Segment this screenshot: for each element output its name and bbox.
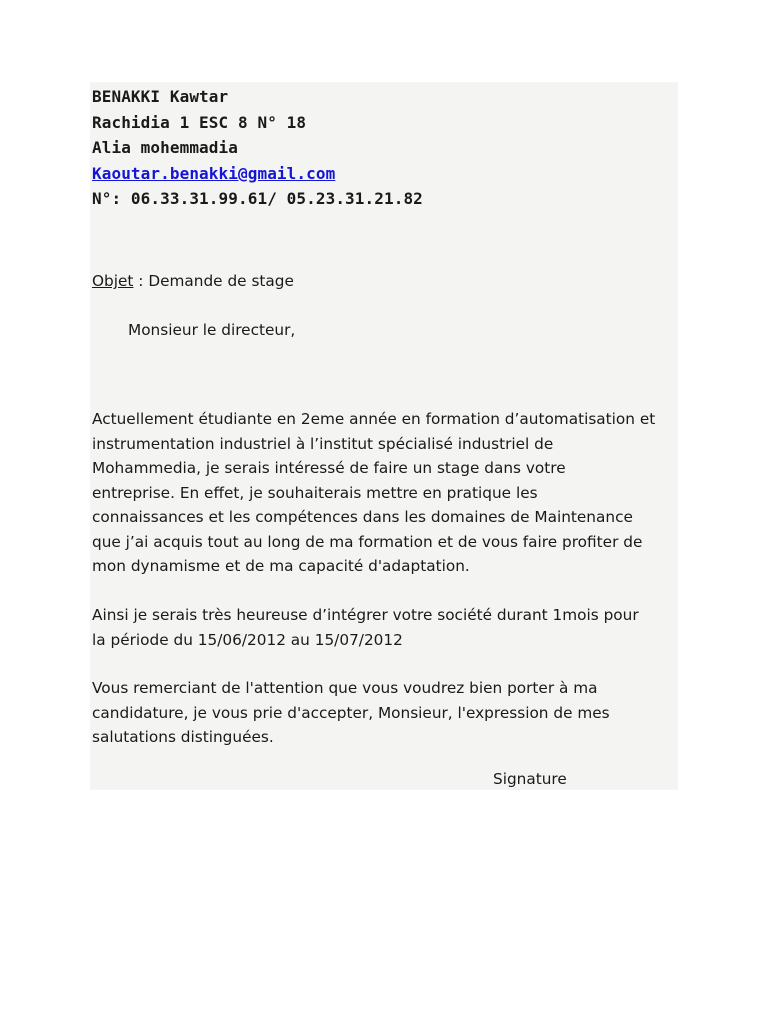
paragraph-line: Mohammedia, je serais intéressé de faire un stage dans votre — [92, 459, 566, 477]
subject-label: Objet — [92, 272, 134, 290]
sender-phone: N°: 06.33.31.99.61/ 05.23.31.21.82 — [92, 189, 423, 208]
paragraph-line: Ainsi je serais très heureuse d’intégrer votre société durant 1mois pour — [92, 606, 639, 624]
paragraph-period — [92, 603, 639, 652]
sender-email-line — [92, 161, 423, 187]
sender-email-link[interactable]: Kaoutar.benakki@gmail.com — [92, 163, 336, 183]
paragraph-line: Actuellement étudiante en 2eme année en formation d’automatisation et — [92, 410, 656, 428]
paragraph-line: que j’ai acquis tout au long de ma formation et de vous faire profiter de — [92, 532, 643, 551]
signature-label: Signature — [493, 770, 567, 788]
paragraph-line: mon dynamisme et de ma capacité d'adaptation. — [92, 557, 470, 575]
paragraph-line: connaissances et les compétences dans les domaines de Maintenance — [92, 508, 633, 526]
paragraph-closing — [92, 676, 610, 750]
paragraph-line: Vous remerciant de l'attention que vous voudrez bien porter à ma — [92, 679, 598, 697]
sender-address-line-2: Alia mohemmadia — [92, 138, 238, 157]
paragraph-line: salutations distinguées. — [92, 728, 274, 746]
paragraph-introduction — [92, 407, 655, 579]
subject-separator: : — [133, 272, 149, 290]
sender-address-line-1: Rachidia 1 ESC 8 N° 18 — [92, 112, 307, 132]
subject-line — [92, 269, 294, 294]
paragraph-line: la période du 15/06/2012 au 15/07/2012 — [92, 630, 403, 649]
paragraph-line: instrumentation industriel à l’institut spécialisé industriel de — [92, 434, 554, 453]
paragraph-line: candidature, je vous prie d'accepter, Monsieur, l'expression de mes — [92, 703, 610, 722]
subject-text: Demande de stage — [148, 272, 294, 290]
paragraph-line: entreprise. En effet, je souhaiterais mettre en pratique les — [92, 483, 538, 502]
salutation: Monsieur le directeur, — [128, 321, 296, 339]
sender-name: BENAKKI Kawtar — [92, 87, 229, 106]
sender-header — [92, 84, 423, 212]
